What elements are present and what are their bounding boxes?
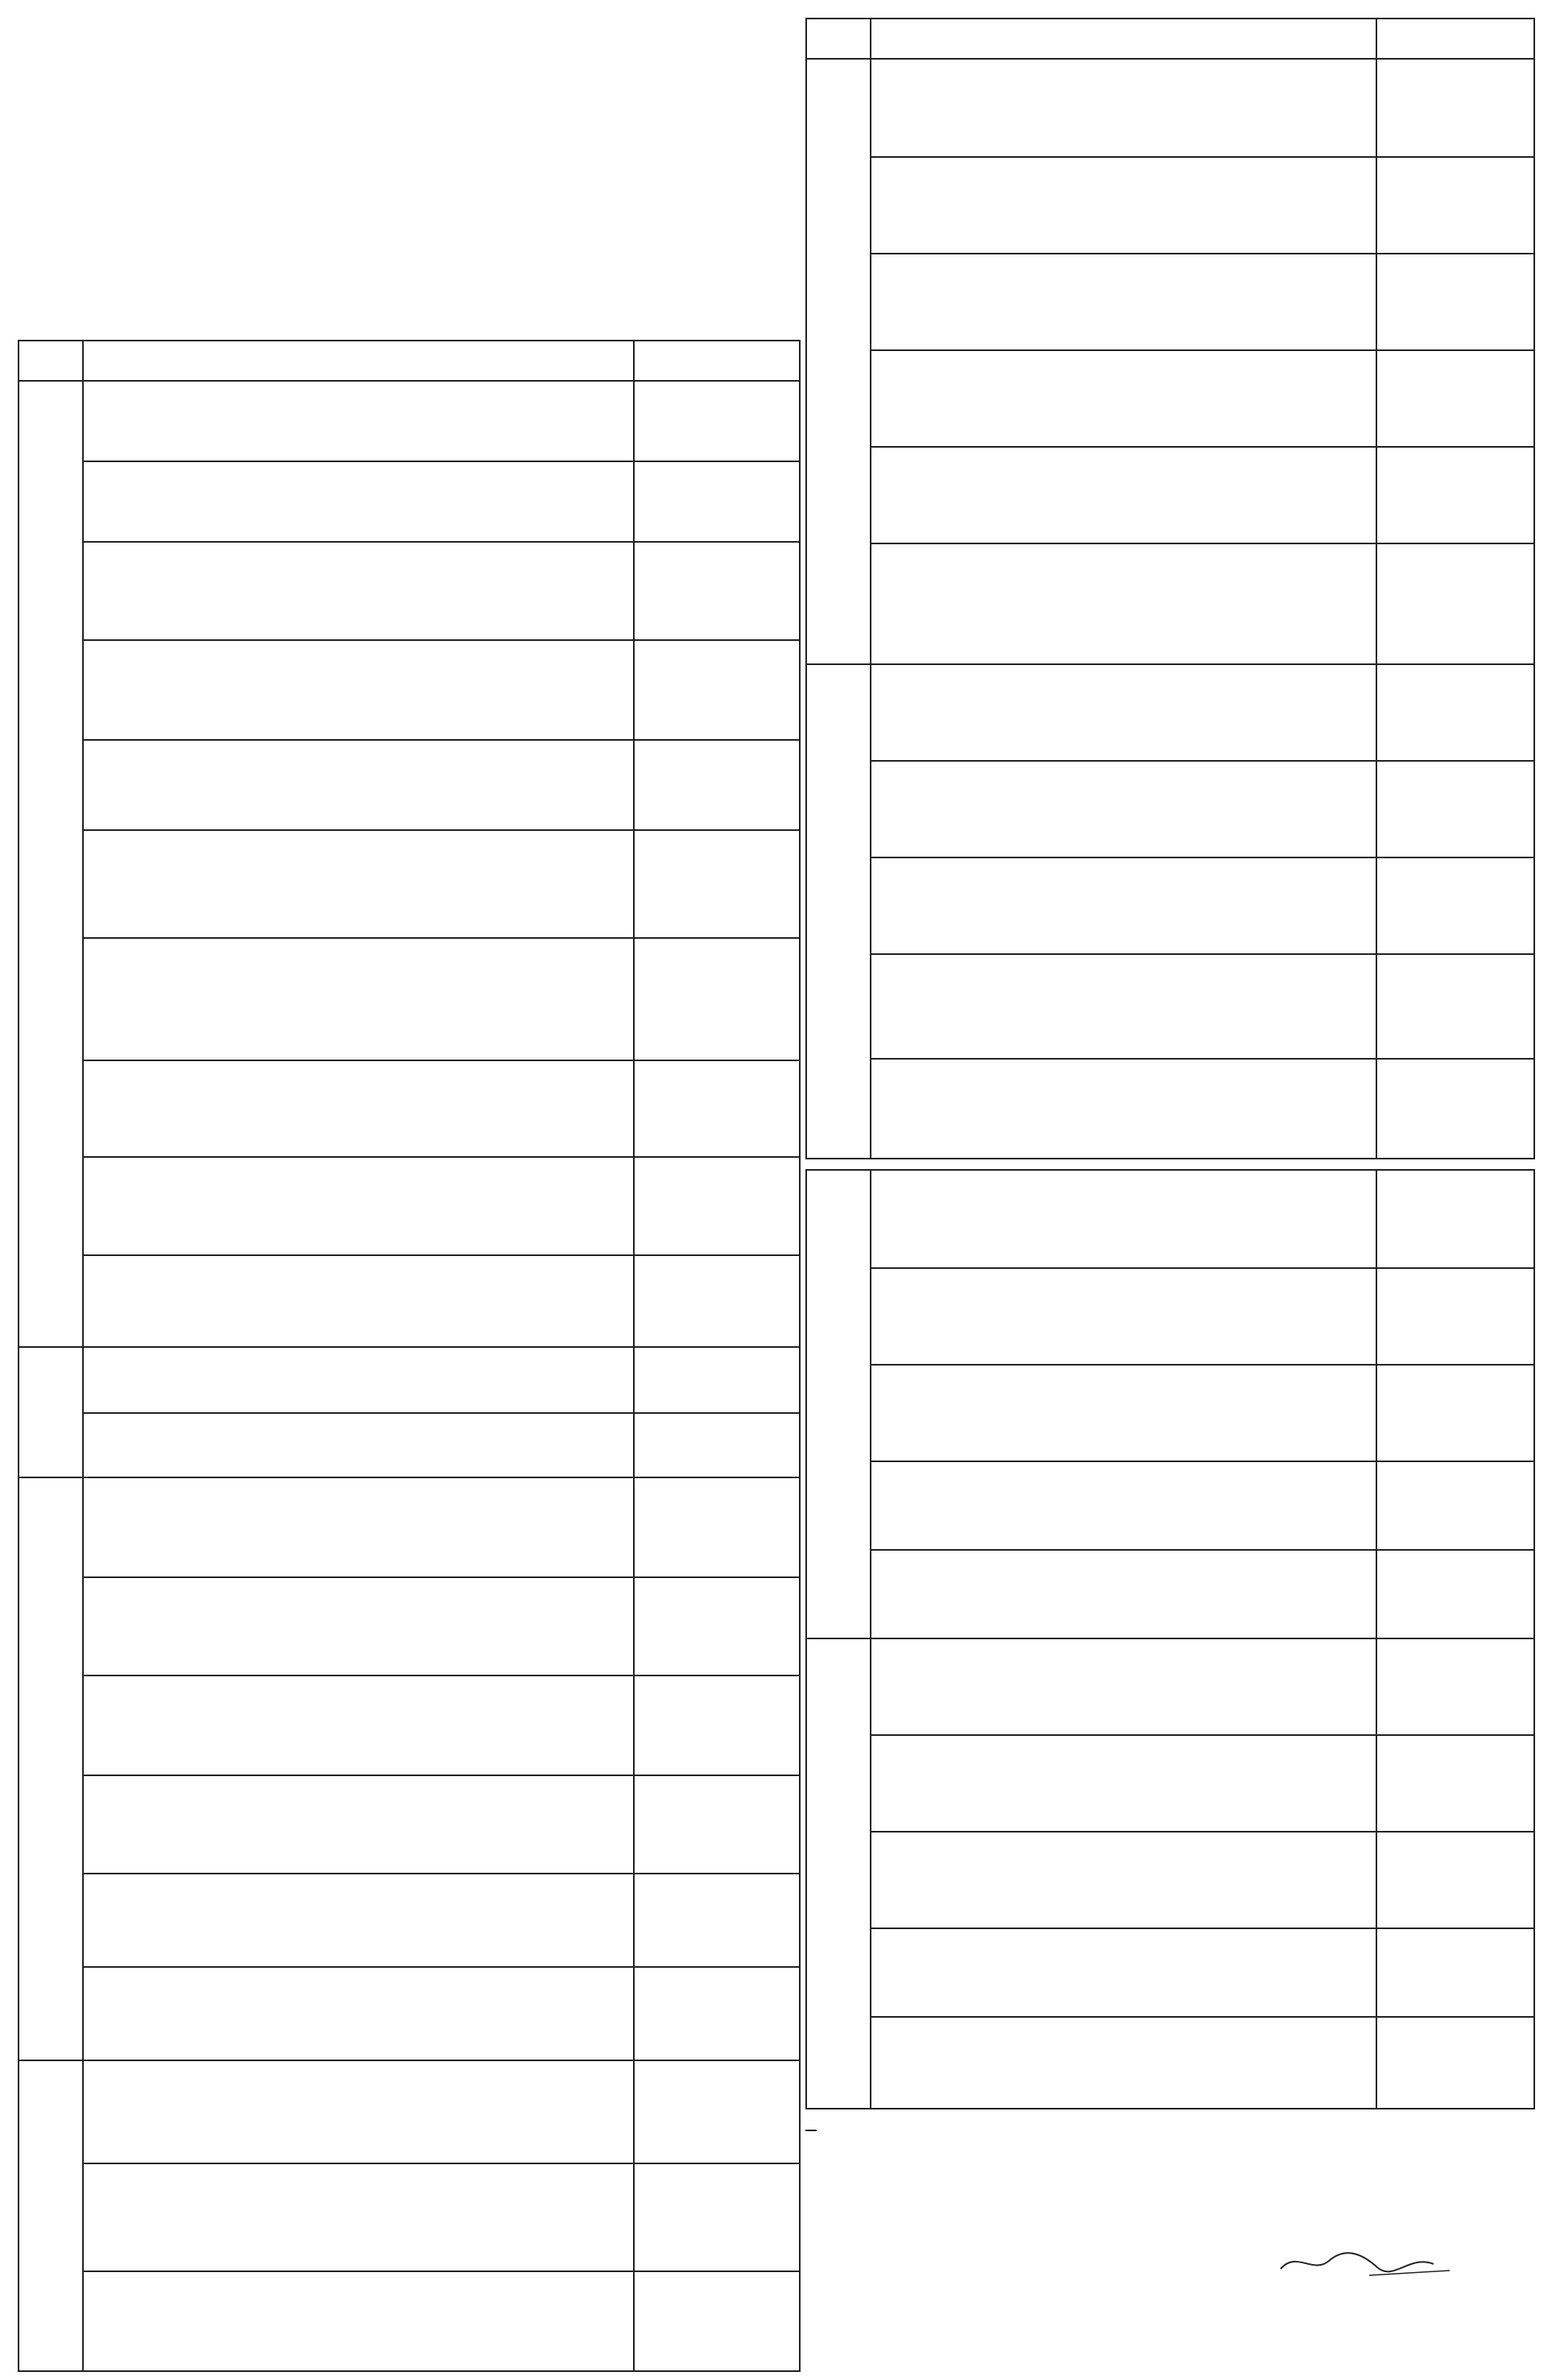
table-header <box>807 19 1533 60</box>
col-header-venue <box>635 341 801 380</box>
col-header-rolls <box>84 341 633 380</box>
col-header-rolls <box>871 19 1376 58</box>
signature-block <box>1208 2246 1530 2279</box>
venue-cell <box>635 948 801 955</box>
venue-cell <box>635 841 801 847</box>
venue-cell <box>635 651 801 657</box>
venue-cell <box>635 1357 801 1364</box>
fee-code-box <box>805 2130 817 2131</box>
venue-cell <box>635 470 801 477</box>
instructions-section <box>805 2118 1535 2138</box>
col-header-date <box>807 19 870 58</box>
table-header <box>19 341 799 382</box>
venue-cell <box>635 390 801 396</box>
venue-cell <box>635 1266 801 1272</box>
venue-cell <box>635 1071 801 1077</box>
schedule-table-left <box>18 340 801 2372</box>
col-header-date <box>19 341 82 380</box>
venue-cell <box>635 552 801 559</box>
venue-cell <box>635 1423 801 1430</box>
roll-numbers-left <box>87 385 630 2369</box>
venue-cell <box>635 1167 801 1174</box>
signature-handwriting <box>1208 2246 1530 2279</box>
signature-scribble <box>1273 2246 1466 2279</box>
schedule-table-right-upper <box>805 18 1535 1159</box>
schedule-table-right-lower <box>805 1169 1535 2109</box>
col-header-venue <box>1377 19 1535 58</box>
venue-cell <box>635 750 801 757</box>
